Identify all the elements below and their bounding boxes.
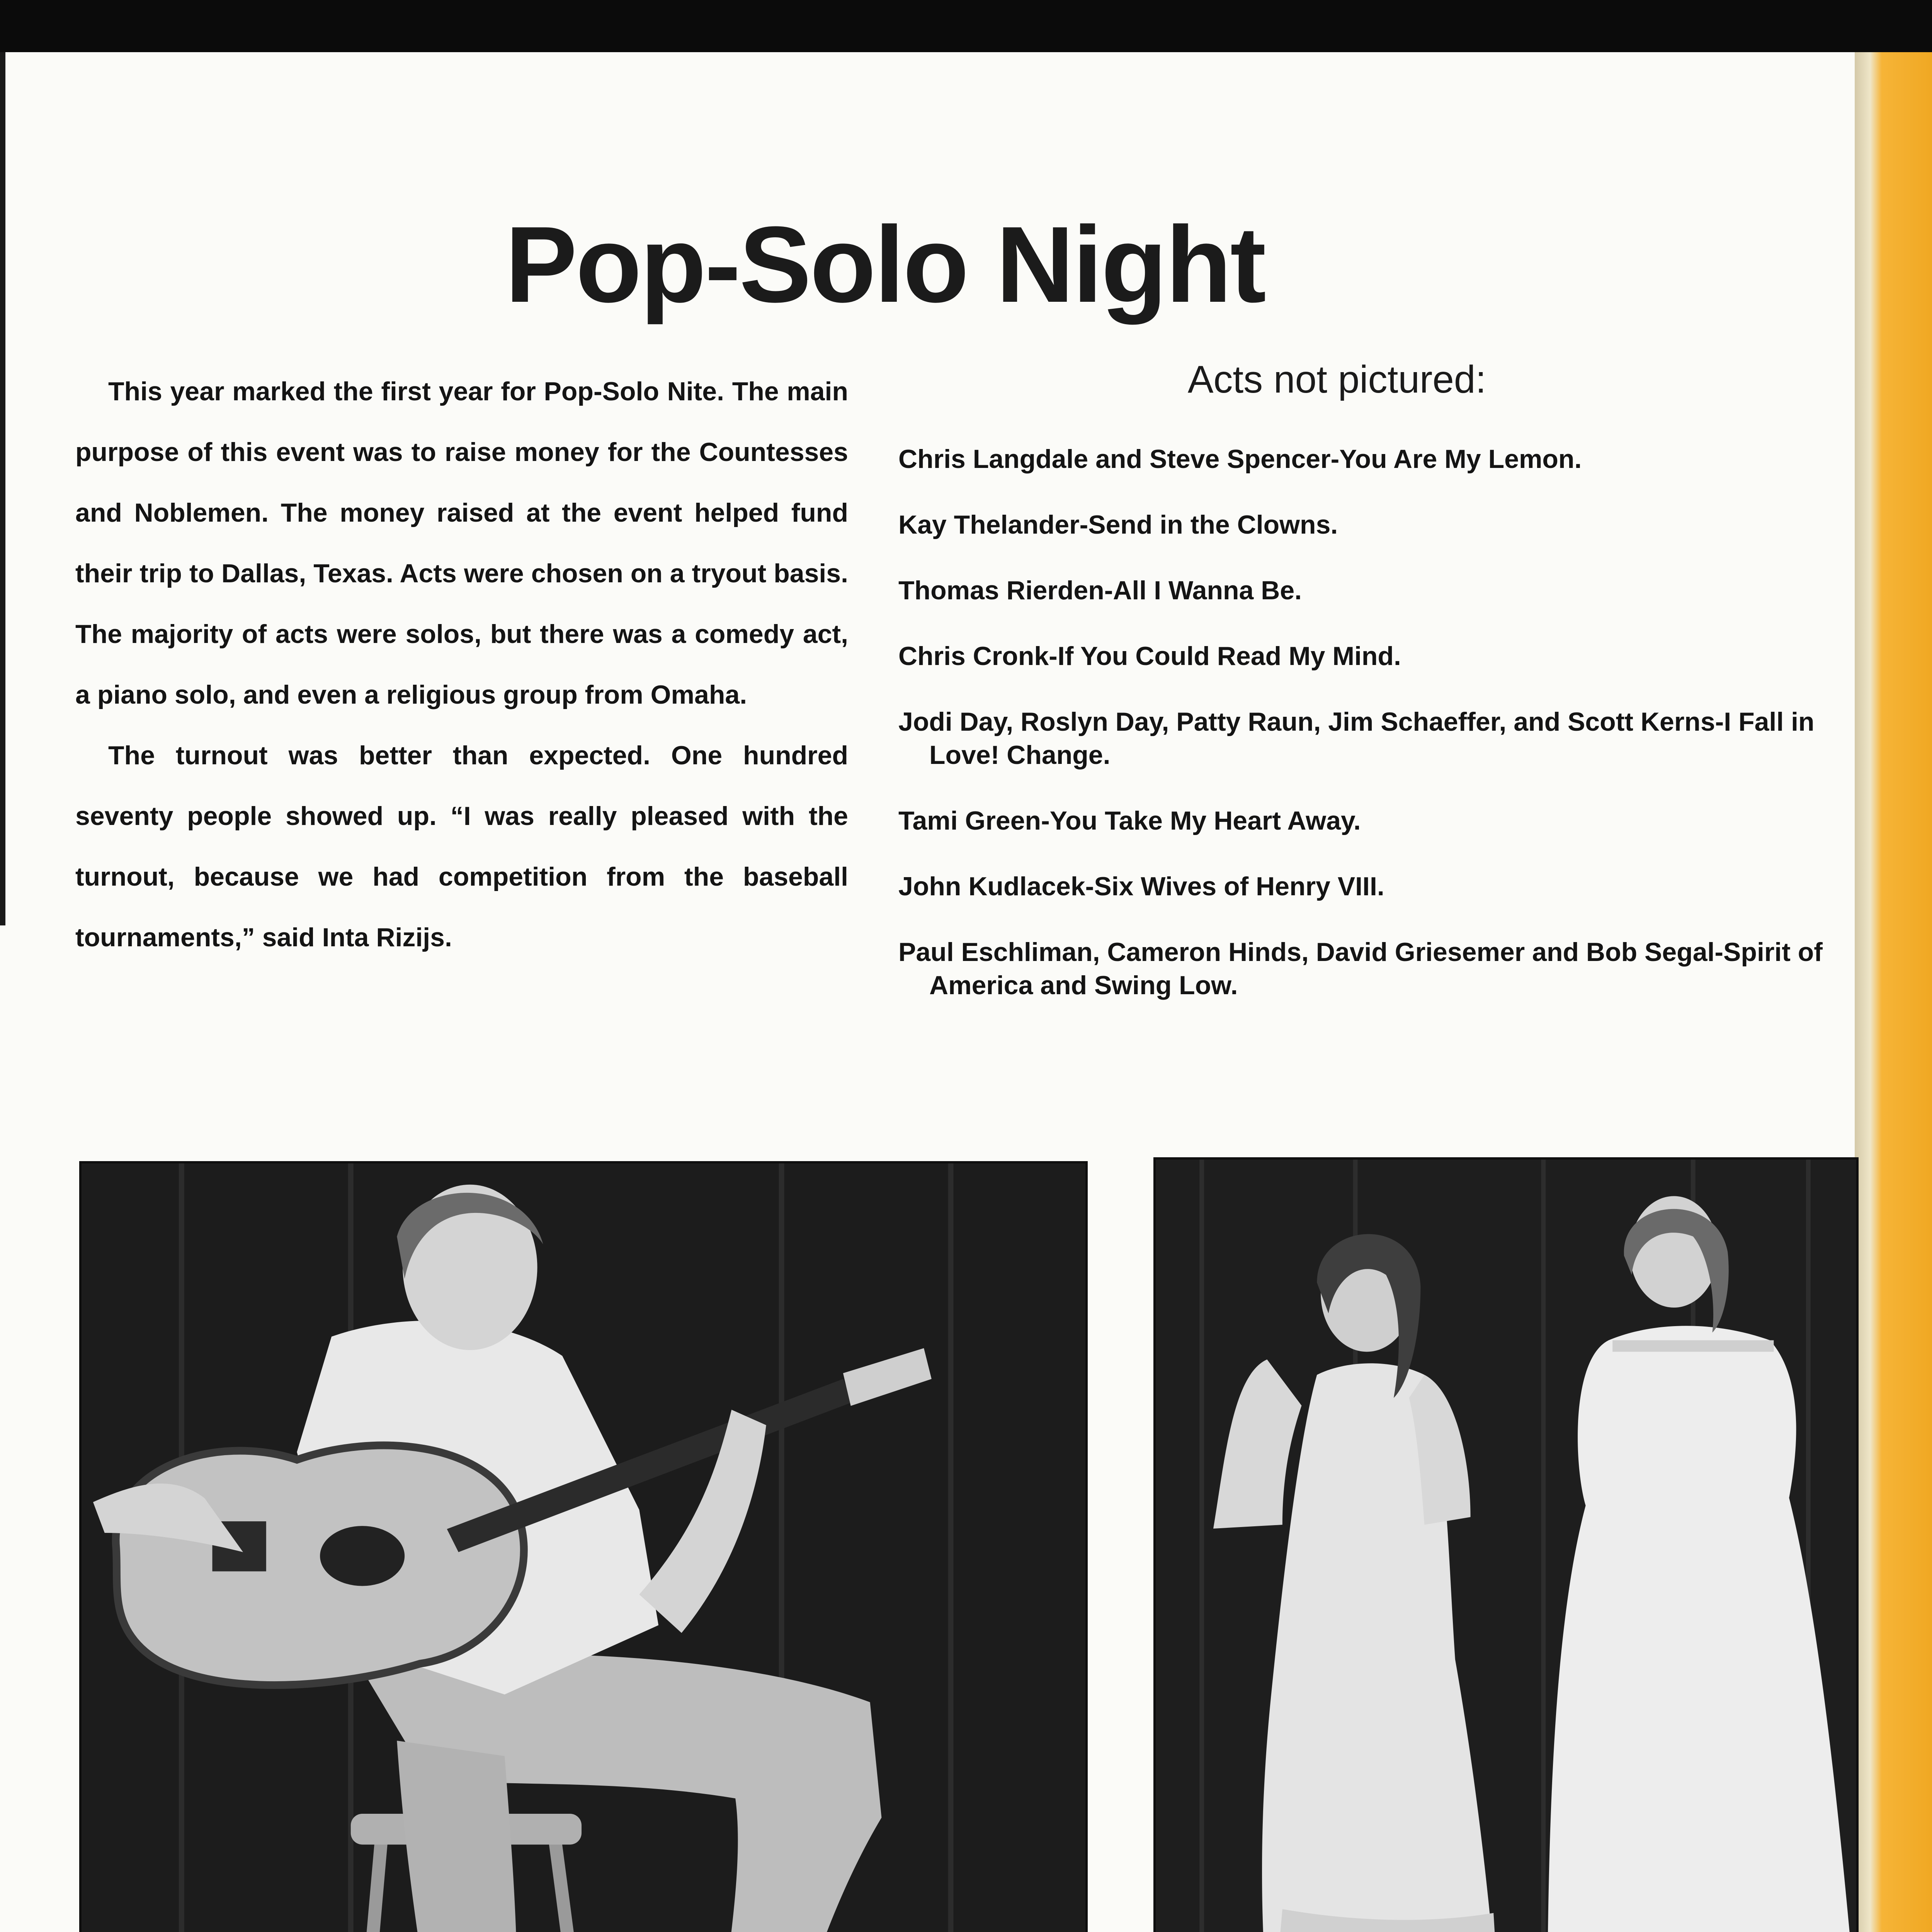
acts-heading: Acts not pictured: [1187, 358, 1486, 401]
act-item: Chris Cronk-If You Could Read My Mind. [898, 641, 1401, 671]
scan-left-edge [0, 52, 5, 925]
act-item: Jodi Day, Roslyn Day, Patty Raun, Jim Schaeffer, and Scott Kerns-I Fall in Love! Change. [898, 707, 1815, 770]
act-item: Thomas Rierden-All I Wanna Be. [898, 576, 1302, 605]
intro-paragraph-1: This year marked the first year for Pop-Solo Nite. The main purpose of this event was to raise money for the Countesses and Noblemen. The money raised at the event helped fund their trip to Dallas, Texas. Acts were chosen on a tryout basis. The majority of acts were solos, but there was a comedy act, a piano solo, and even a religious group from Omaha. [75, 377, 848, 709]
page-title: Pop-Solo Night [505, 204, 1265, 325]
dancers-photo [1153, 1157, 1859, 1932]
acts-list [898, 442, 1841, 1034]
act-item: Kay Thelander-Send in the Clowns. [898, 510, 1338, 539]
act-item: Paul Eschliman, Cameron Hinds, David Griesemer and Bob Segal-Spirit of America and Swing Low. [898, 937, 1823, 1000]
intro-paragraph-2: The turnout was better than expected. One hundred seventy people showed up. “I was really pleased with the turnout, because we had competition from the baseball tournaments,” said Inta Rizijs. [75, 741, 848, 952]
guitarist-illustration [82, 1163, 1085, 1932]
act-item: John Kudlacek-Six Wives of Henry VIII. [898, 872, 1384, 901]
act-item: Tami Green-You Take My Heart Away. [898, 806, 1361, 835]
yearbook-page [0, 52, 1855, 1932]
guitarist-photo [79, 1161, 1088, 1932]
dancers-illustration [1156, 1160, 1856, 1932]
act-item: Chris Langdale and Steve Spencer-You Are My Lemon. [898, 444, 1582, 474]
scan-top-border [0, 0, 1932, 52]
intro-article [75, 361, 848, 968]
book-binding-edge [1855, 52, 1932, 1932]
